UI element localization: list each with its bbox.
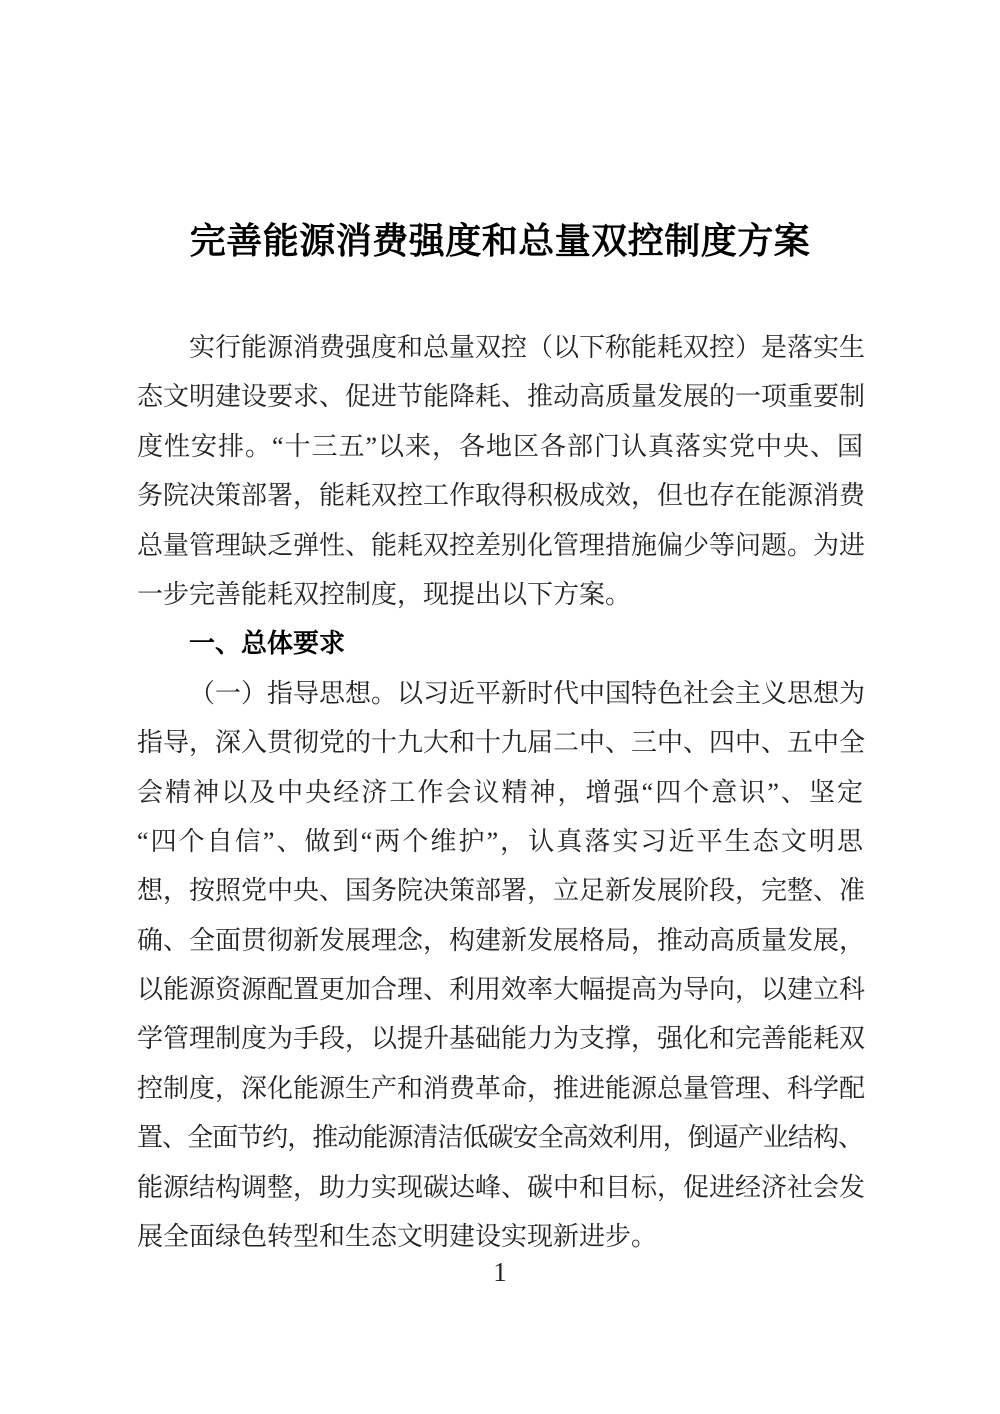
- text-line: 确、全面贯彻新发展理念，构建新发展格局，推动高质量发展，: [137, 925, 866, 955]
- text-line: 度性安排。“十三五”以来，各地区各部门认真落实党中央、国: [137, 431, 863, 461]
- text-line: 学管理制度为手段，以提升基础能力为支撑，强化和完善能耗双: [137, 1024, 866, 1054]
- text-line: 务院决策部署，能耗双控工作取得积极成效，但也存在能源消费: [137, 481, 866, 511]
- page-number: 1: [493, 1257, 507, 1287]
- text-line: “四个自信”、做到“两个维护”，认真落实习近平生态文明思: [137, 826, 863, 856]
- text-line: 以能源资源配置更加合理、利用效率大幅提高为导向，以建立科: [137, 975, 866, 1005]
- text-line: 控制度，深化能源生产和消费革命，推进能源总量管理、科学配: [137, 1073, 866, 1103]
- text-line: 总量管理缺乏弹性、能耗双控差别化管理措施偏少等问题。为进: [137, 530, 866, 560]
- text-line: 能源结构调整，助力实现碳达峰、碳中和目标，促进经济社会发: [137, 1172, 866, 1202]
- text-line: 置、全面节约，推动能源清洁低碳安全高效利用，倒逼产业结构、: [137, 1123, 863, 1153]
- document-body: [137, 323, 866, 1261]
- text-line: 指导，深入贯彻党的十九大和十九届二中、三中、四中、五中全: [137, 728, 866, 758]
- text-line: （一）指导思想。以习近平新时代中国特色社会主义思想为: [189, 678, 866, 708]
- text-line: 想，按照党中央、国务院决策部署，立足新发展阶段，完整、准: [137, 876, 866, 906]
- text-line: 实行能源消费强度和总量双控（以下称能耗双控）是落实生: [189, 333, 866, 362]
- text-line: 会精神以及中央经济工作会议精神，增强“四个意识”、坚定: [137, 777, 863, 807]
- section-heading: 一、总体要求: [189, 628, 346, 659]
- text-line: 展全面绿色转型和生态文明建设实现新进步。: [137, 1222, 658, 1252]
- text-line: 一步完善能耗双控制度，现提出以下方案。: [137, 579, 632, 609]
- document-title: 完善能源消费强度和总量双控制度方案: [189, 221, 811, 261]
- text-line: 态文明建设要求、促进节能降耗、推动高质量发展的一项重要制: [137, 382, 866, 412]
